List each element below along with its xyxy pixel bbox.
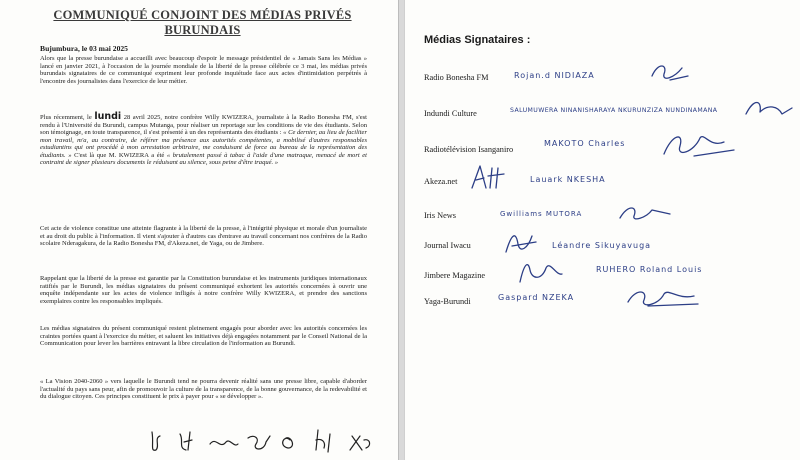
- signatory-name: Radio Bonesha FM: [424, 73, 489, 82]
- communique-title: COMMUNIQUÉ CONJOINT DES MÉDIAS PRIVÉS BURUNDAIS: [53, 8, 352, 37]
- paragraph-demands: Rappelant que la liberté de la presse est garantie par la Constitution burundaise et les instruments juridiques internationaux ratifiés par le Burundi, les médias signataires du présent communiqué exhortent les autorités concernées à ouvrir une enquête indépendante sur les actes de violence infligés à notre confrère Willy KWIZERA, et prendre des sanctions exemplaires contre les responsables impliqués.: [40, 275, 367, 305]
- signatory-name: Indundi Culture: [424, 109, 477, 118]
- signature-scrawl-text: Gwilliams MUTORA: [500, 210, 583, 218]
- signatory-row: [424, 58, 794, 88]
- signatory-name: Journal Iwacu: [424, 241, 471, 250]
- signature-icon: [500, 196, 700, 226]
- signature-scrawl-text: RUHERO Roland Louis: [596, 265, 703, 274]
- signature-scrawl-text: MAKOTO Charles: [544, 139, 626, 148]
- initials-signature-icon: [140, 424, 380, 458]
- signature-icon: [544, 130, 744, 160]
- signatory-row: [424, 162, 794, 192]
- signature-icon: [498, 282, 718, 312]
- dateline: Bujumbura, le 03 mai 2025: [40, 44, 128, 53]
- signature-icon: [468, 162, 648, 192]
- signature-scrawl-text: Rojan.d NIDIAZA: [514, 71, 595, 80]
- incident-quote-1: « Ce dernier, au lieu de faciliter mon travail, m'a, au contraire, de référer ma présence aux autorités compétentes, a mobilisé d'autres responsables estudiantins qui ont procédé à mon arrestation arbitraire, me conduisant de force au bureau de la représentation des étudiants. »: [40, 129, 367, 159]
- incident-text-b: 28 avril 2025, notre confrère Willy KWIZERA, journaliste à la Radio Bonesha FM, s'est rendu à l'Université du Burundi, campus Mutanga, pour réaliser un reportage sur les conditions de vie des étudiants. Selon son témoignage, en toute transparence, il s'est présenté à un des représentants des étudiants :: [40, 114, 367, 137]
- signatory-name: Akeza.net: [424, 177, 458, 186]
- signature-icon: [508, 94, 794, 124]
- signatory-row: [424, 282, 794, 312]
- incident-text-a: Plus récemment, le: [40, 114, 92, 121]
- signatory-name: Yaga-Burundi: [424, 297, 471, 306]
- signatory-row: [424, 226, 794, 256]
- handwritten-day: lundi: [94, 111, 122, 122]
- paragraph-engagement: Les médias signataires du présent communiqué restent pleinement engagés pour aborder avec les autorités concernées les craintes portées quant à l'exercice du métier, et saluent les initiatives déjà engagées notamment par le Conseil National de la Communication pour lever les barrières entravant la libre circulation de l'information au Burundi.: [40, 325, 367, 348]
- signature-scrawl-text: Léandre Sikuyavuga: [552, 241, 652, 250]
- paragraph-vision: « La Vision 2040-2060 » vers laquelle le Burundi tend ne pourra devenir réalité sans une presse libre, capable d'aborder l'actualité du pays sans peur, afin de promouvoir la culture de la transparence, de la bonne gouvernance, de la redevabilité et du dialogue citoyen. Ces principes constituent le prix à payer pour « se développer ».: [40, 378, 367, 401]
- paragraph-violation: Cet acte de violence constitue une atteinte flagrante à la liberté de la presse, à l'intégrité physique et morale d'un journaliste et au droit du public à l'information. Il vient s'ajouter à d'autres cas d'entrave au travail concernant nos confrères de la Radio scolaire Nderagakura, de la Radio Bonesha FM, d'Akeza.net, de Yaga, ou de Jimbere.: [40, 225, 367, 248]
- signatory-row: [424, 94, 794, 124]
- signature-icon: [502, 226, 722, 256]
- signature-scrawl-text: Gaspard NZEKA: [498, 293, 575, 302]
- signatory-row: [424, 196, 794, 226]
- signature-scrawl-text: SALUMUWERA NINANISHARAYA NKURUNZIZA NUNDINAMANA: [510, 107, 718, 114]
- paragraph-incident: [40, 113, 367, 167]
- signatory-name: Iris News: [424, 211, 457, 220]
- incident-text-c: C'est là que M. KWIZERA a été: [74, 151, 165, 159]
- signatory-name: Radiotélévision Isanganiro: [424, 145, 514, 154]
- communique-page: [0, 0, 399, 460]
- signatories-title: Médias Signataires :: [424, 34, 531, 46]
- incident-quote-2: « brutalement passé à tabac à l'aide d'une matraque, menacé de mort et contraint de signer plusieurs documents le réduisant au silence, sous peine d'être traqué. »: [40, 151, 367, 167]
- paragraph-intro: Alors que la presse burundaise a accueilli avec beaucoup d'espoir le message présidentiel de « Jamais Sans les Médias » lancé en janvier 2021, à l'occasion de la journée mondiale de la liberté de la presse célébrée ce 3 mai, les médias privés burundais signataires de ce communiqué expriment leur profonde inquiétude face aux actes d'intimidation perpétrés à l'encontre des journalistes dans l'exercice de leur métier.: [40, 55, 367, 85]
- signatory-row: [424, 130, 794, 160]
- footer-initials: [140, 424, 380, 458]
- signature-scrawl-text: Lauark NKESHA: [530, 175, 606, 184]
- signatory-name: Jimbere Magazine: [424, 271, 486, 280]
- signature-icon: [512, 58, 692, 88]
